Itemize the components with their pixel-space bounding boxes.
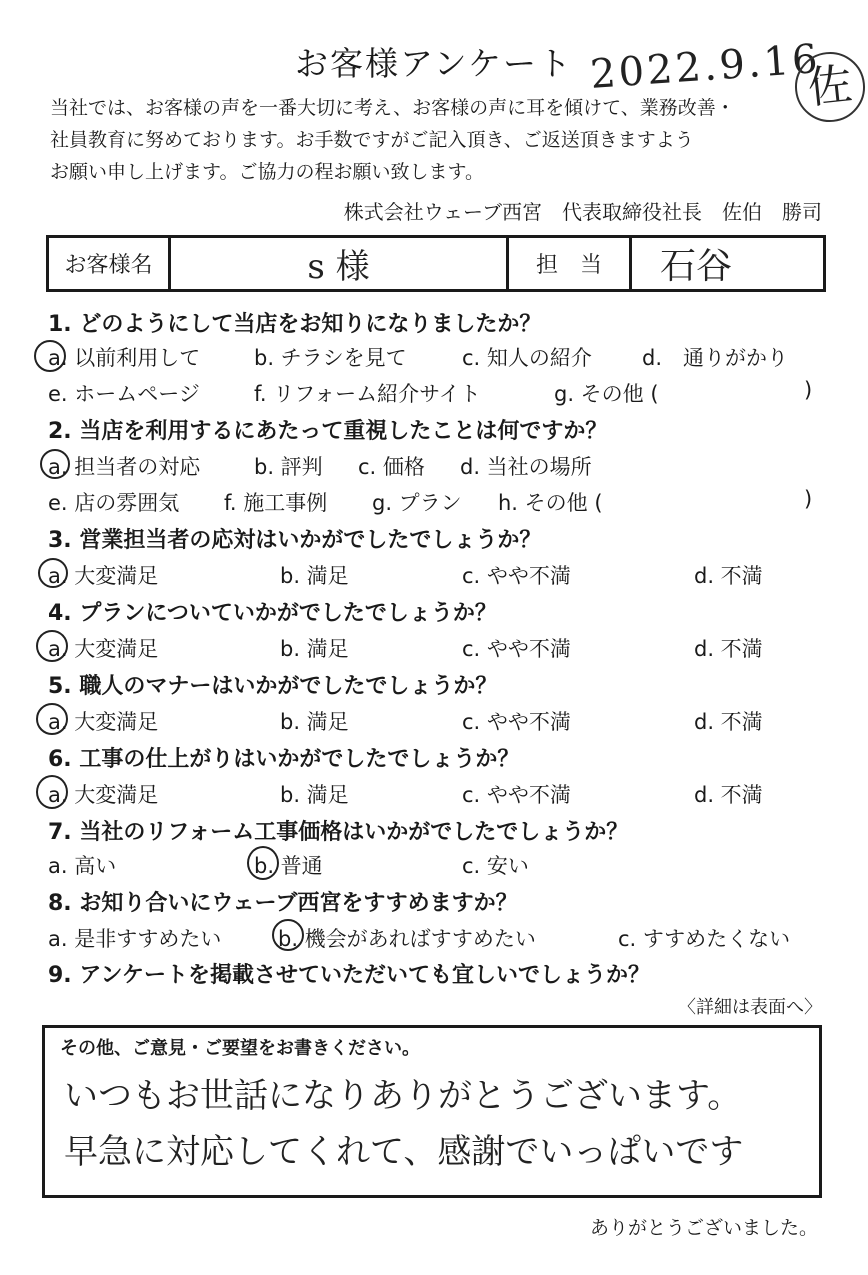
- q2-option-a[interactable]: a. 担当者の対応: [48, 455, 201, 479]
- q1-option-g[interactable]: g. その他 (: [554, 382, 659, 406]
- name-label-cell: [49, 238, 171, 289]
- intro-line-1: 当社では、お客様の声を一番大切に考え、お客様の声に耳を傾けて、業務改善・: [50, 97, 735, 119]
- staff-label: 担 当: [535, 253, 602, 278]
- question-8: 8. お知り合いにウェーブ西宮をすすめますか？: [48, 891, 518, 916]
- question-1: 1. どのようにして当店をお知りになりましたか？: [48, 312, 542, 337]
- survey-title: お客様アンケート: [294, 44, 574, 83]
- q1-option-a[interactable]: a. 以前利用して: [48, 346, 201, 370]
- company-signature: 株式会社ウェーブ西宮 代表取締役社長 佐伯 勝司: [343, 200, 822, 224]
- q2-option-h[interactable]: h. その他 (: [498, 491, 603, 515]
- q4-option-c[interactable]: c. やや不満: [462, 637, 571, 661]
- question-3: 3. 営業担当者の応対はいかがでしたでしょうか？: [48, 528, 542, 553]
- comments-title: その他、ご意見・ご要望をお書きください。: [60, 1038, 420, 1059]
- q8-option-b[interactable]: b. 機会があればすすめたい: [278, 927, 536, 951]
- q3-option-b[interactable]: b. 満足: [280, 564, 349, 588]
- q1-option-e[interactable]: e. ホームページ: [48, 382, 200, 406]
- q2-option-f[interactable]: f. 施工事例: [224, 491, 328, 515]
- q1-option-b[interactable]: b. チラシを見て: [254, 346, 407, 370]
- q1-option-d[interactable]: d. 通りがかり: [642, 346, 789, 370]
- q4-option-a[interactable]: a. 大変満足: [48, 637, 159, 661]
- q1-option-c[interactable]: c. 知人の紹介: [462, 346, 592, 370]
- q2-option-g[interactable]: g. プラン: [372, 491, 462, 515]
- q4-option-b[interactable]: b. 満足: [280, 637, 349, 661]
- q5-option-d[interactable]: d. 不満: [694, 710, 763, 734]
- staff-label-cell: [509, 238, 632, 289]
- q2-option-c[interactable]: c. 価格: [358, 455, 425, 479]
- q6-option-d[interactable]: d. 不満: [694, 783, 763, 807]
- intro-line-2: 社員教育に努めております。お手数ですがご記入頂き、ご返送頂きますよう: [50, 129, 694, 151]
- question-9: 9. アンケートを掲載させていただいても宜しいでしょうか？: [48, 963, 651, 988]
- handwritten-date: 2022.9.16: [588, 36, 822, 98]
- q5-option-a[interactable]: a. 大変満足: [48, 710, 159, 734]
- q6-option-a[interactable]: a. 大変満足: [48, 783, 159, 807]
- q4-option-d[interactable]: d. 不満: [694, 637, 763, 661]
- q7-option-b[interactable]: b. 普通: [254, 854, 323, 878]
- staff-value: 石谷: [660, 246, 733, 287]
- name-value-cell[interactable]: [171, 238, 509, 289]
- q3-option-d[interactable]: d. 不満: [694, 564, 763, 588]
- details-note: 〈詳細は表面へ〉: [678, 997, 822, 1018]
- q1-option-f[interactable]: f. リフォーム紹介サイト: [254, 382, 481, 406]
- q2-option-d[interactable]: d. 当社の場所: [460, 455, 592, 479]
- q1-paren-close: ): [804, 378, 813, 402]
- q7-option-a[interactable]: a. 高い: [48, 854, 117, 878]
- staff-value-cell[interactable]: [632, 238, 823, 289]
- q2-option-e[interactable]: e. 店の雰囲気: [48, 491, 180, 515]
- comment-line-2: 早急に対応してくれて、感謝でいっぱいです: [64, 1132, 744, 1172]
- q3-option-c[interactable]: c. やや不満: [462, 564, 571, 588]
- q5-option-b[interactable]: b. 満足: [280, 710, 349, 734]
- q8-option-a[interactable]: a. 是非すすめたい: [48, 927, 222, 951]
- question-4: 4. プランについていかがでしたでしょうか？: [48, 601, 497, 626]
- comment-line-1: いつもお世話になりありがとうございます。: [64, 1076, 742, 1116]
- question-2: 2. 当店を利用するにあたって重視したことは何ですか？: [48, 419, 608, 444]
- customer-info-box: [46, 235, 826, 292]
- question-5: 5. 職人のマナーはいかがでしたでしょうか？: [48, 674, 498, 699]
- q2-option-b[interactable]: b. 評判: [254, 455, 323, 479]
- q7-option-c[interactable]: c. 安い: [462, 854, 529, 878]
- seal-stamp: 佐: [792, 49, 868, 126]
- q6-option-c[interactable]: c. やや不満: [462, 783, 571, 807]
- closing-thanks: ありがとうございました。: [589, 1217, 818, 1239]
- q6-option-b[interactable]: b. 満足: [280, 783, 349, 807]
- q8-option-c[interactable]: c. すすめたくない: [618, 927, 791, 951]
- q2-paren-close: ): [804, 487, 813, 511]
- customer-name-label: お客様名: [64, 253, 153, 278]
- q3-option-a[interactable]: a. 大変満足: [48, 564, 159, 588]
- customer-name-value: s 様: [307, 247, 370, 287]
- question-7: 7. 当社のリフォーム工事価格はいかがでしたでしょうか？: [48, 820, 629, 845]
- q5-option-c[interactable]: c. やや不満: [462, 710, 571, 734]
- question-6: 6. 工事の仕上がりはいかがでしたでしょうか？: [48, 747, 520, 772]
- intro-line-3: お願い申し上げます。ご協力の程お願い致します。: [50, 161, 484, 183]
